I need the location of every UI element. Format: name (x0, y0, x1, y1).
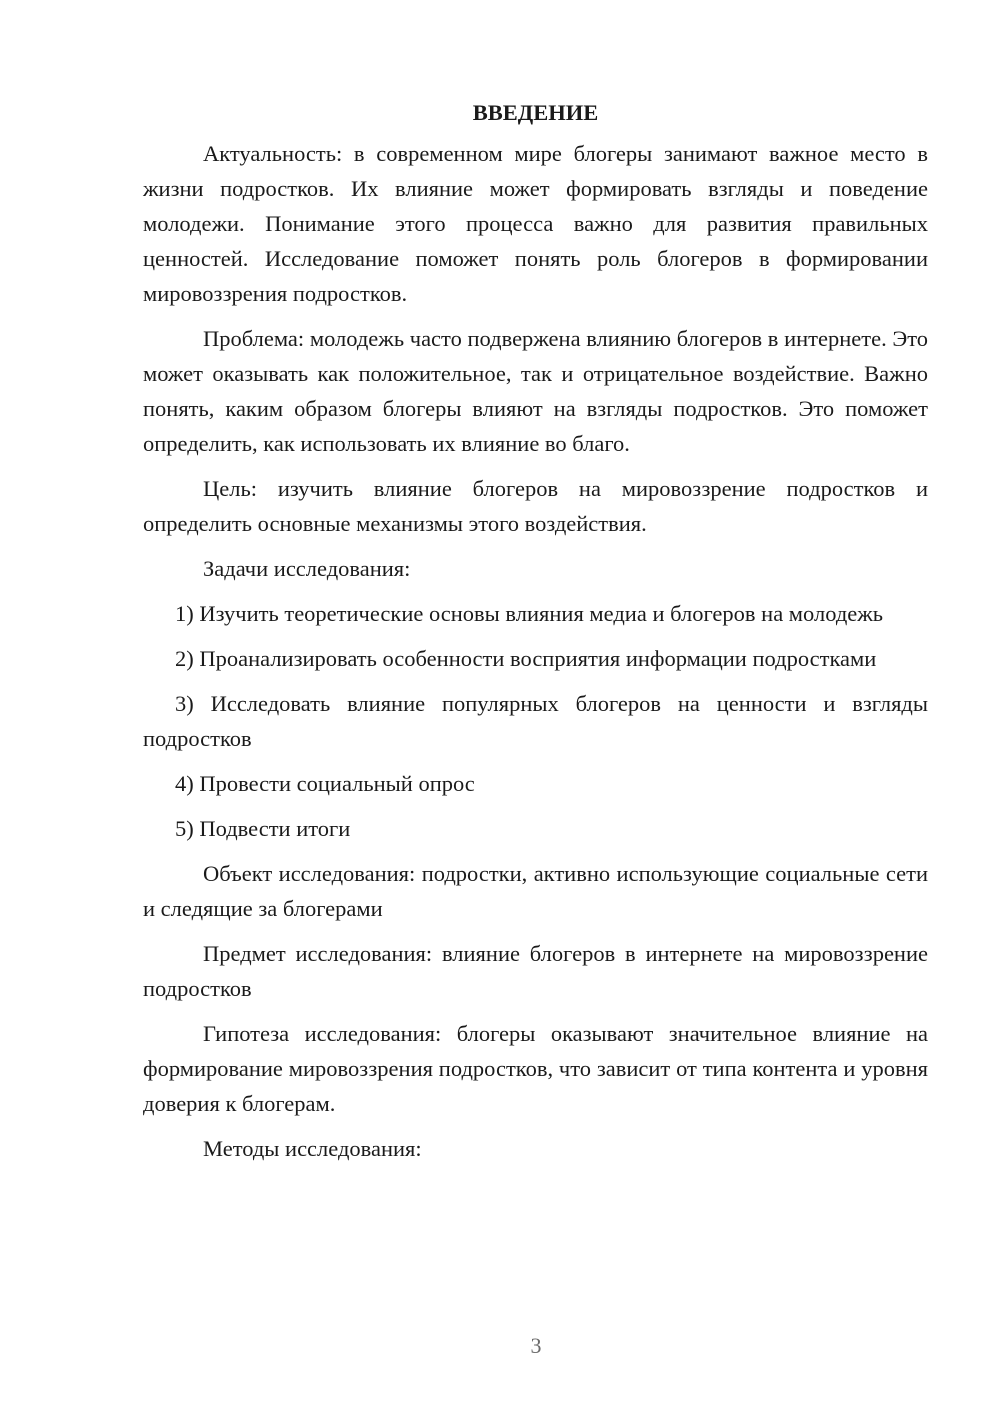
paragraph-hypothesis: Гипотеза исследования: блогеры оказывают значительное влияние на формирование мировоззрения подростков, что зависит от типа контента и уровня доверия к блогерам. (143, 1021, 928, 1116)
tasks-title: Задачи исследования: (203, 556, 411, 581)
task-item-2: 2) Проанализировать особенности восприятия информации подростками (175, 646, 877, 671)
task-item-5: 5) Подвести итоги (175, 816, 351, 841)
task-item-4: 4) Провести социальный опрос (175, 771, 475, 796)
paragraph-goal: Цель: изучить влияние блогеров на мировоззрение подростков и определить основные механизмы этого воздействия. (143, 476, 928, 536)
section-heading: ВВЕДЕНИЕ (472, 100, 599, 125)
document-body (143, 95, 928, 1176)
methods-title: Методы исследования: (203, 1136, 422, 1161)
paragraph-subject: Предмет исследования: влияние блогеров в интернете на мировоззрение подростков (143, 941, 928, 1001)
page-number: 3 (530, 1333, 542, 1358)
paragraph-problem: Проблема: молодежь часто подвержена влиянию блогеров в интернете. Это может оказывать как положительное, так и отрицательное воздействие. Важно понять, каким образом блогеры влияют на взгляды подростков. Это поможет определить, как использовать их влияние во благо. (143, 326, 928, 456)
paragraph-relevance: Актуальность: в современном мире блогеры занимают важное место в жизни подростков. Их влияние может формировать взгляды и поведение молодежи. Понимание этого процесса важно для развития правильных ценностей. Исследование поможет понять роль блогеров в формировании мировоззрения подростков. (143, 141, 928, 306)
task-item-3: 3) Исследовать влияние популярных блогеров на ценности и взгляды подростков (143, 691, 928, 751)
paragraph-object: Объект исследования: подростки, активно использующие социальные сети и следящие за блогерами (143, 861, 928, 921)
task-item-1: 1) Изучить теоретические основы влияния медиа и блогеров на молодежь (175, 601, 884, 626)
